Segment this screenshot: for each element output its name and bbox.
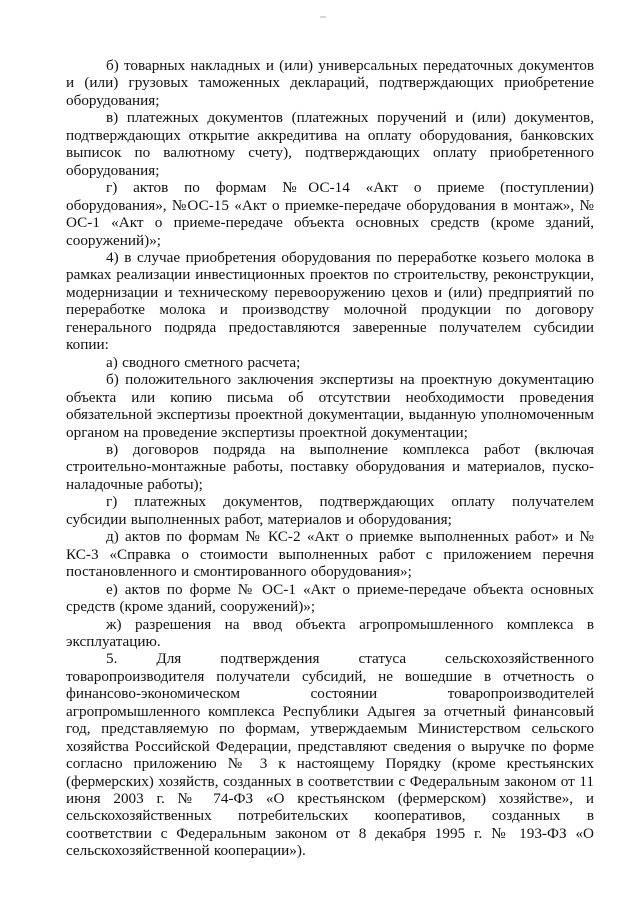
paragraph-g-payments: г) платежных документов, подтверждающих оплату получателем субсидии выполненных работ, материалов и оборудования; (66, 493, 594, 528)
document-body (66, 57, 594, 860)
paragraph-v-contracts: в) договоров подряда на выполнение комплекса работ (включая строительно-монтажные работы, поставку оборудования и материалов, пуско-наладочные работы); (66, 440, 594, 493)
paragraph-d-ks-acts: д) актов по формам № КС-2 «Акт о приемке выполненных работ» и № КС-3 «Справка о стоимости выполненных работ с приложением перечня постановленного и смонтированного оборудования»; (66, 528, 594, 581)
paragraph-v-payment-documents: в) платежных документов (платежных поручений и (или) документов, подтверждающих открытие аккредитива на оплату оборудования, банковских выписок по валютному счету), подтверждающих оплату приобретенного оборудования; (66, 109, 594, 179)
paragraph-4-goat-milk-equipment: 4) в случае приобретения оборудования по переработке козьего молока в рамках реализации инвестиционных проектов по строительству, реконструкции, модернизации и техническому перевооружению цехов и (или) предприятий по переработке молока и производству молочной продукции по договору генерального подряда предоставляются заверенные получателем субсидии копии: (66, 248, 594, 354)
paragraph-a-estimate: а) сводного сметного расчета; (106, 353, 301, 371)
paragraph-b-invoices: б) товарных накладных и (или) универсальных передаточных документов и (или) грузовых таможенных деклараций, подтверждающих приобретение оборудования; (66, 57, 594, 109)
paragraph-b-expertise: б) положительного заключения экспертизы на проектную документацию объекта или копию письма об отсутствии необходимости проведения обязательной экспертизы проектной документации, выданную уполномоченным органом на проведение экспертизы проектной документации; (66, 371, 594, 441)
paragraph-e-os-act: е) актов по форме № ОС-1 «Акт о приеме-передаче объекта основных средств (кроме зданий, сооружений)»; (66, 580, 594, 616)
paragraph-g-acts: г) актов по формам №ОС-14 «Акт о приеме (поступлении) оборудования», №ОС-15 «Акт о приемке-передаче оборудования в монтаж», № ОС-1 «Акт о приеме-передаче объекта основных средств (кроме зданий, сооружений)»; (66, 179, 594, 249)
paragraph-zh-permit: ж) разрешения на ввод объекта агропромышленного комплекса в эксплуатацию. (66, 615, 594, 650)
paragraph-5-status-confirmation: 5. Для подтверждения статуса сельскохозяйственного товаропроизводителя получатели субсидий, не вошедшие в отчетность о финансово-экономическом состоянии товаропроизводителей агропромышленного комплекса Республики Адыгея за отчетный финансовый год, представляемую по формам, утверждаемым Министерством сельского хозяйства Российской Федерации, представляют сведения о выручке по форме согласно приложению № 3 к настоящему Порядку (кроме крестьянских (фермерских) хозяйств, созданных в соответствии с Федеральным законом от 11 июня 2003 г. № 74-ФЗ «О крестьянском (фермерском) хозяйстве», и сельскохозяйственных потребительских кооперативов, созданных в соответствии с Федеральным законом от 8 декабря 1995 г. № 193-ФЗ «О сельскохозяйственной кооперации»). (66, 650, 594, 860)
scan-mark (320, 16, 326, 18)
